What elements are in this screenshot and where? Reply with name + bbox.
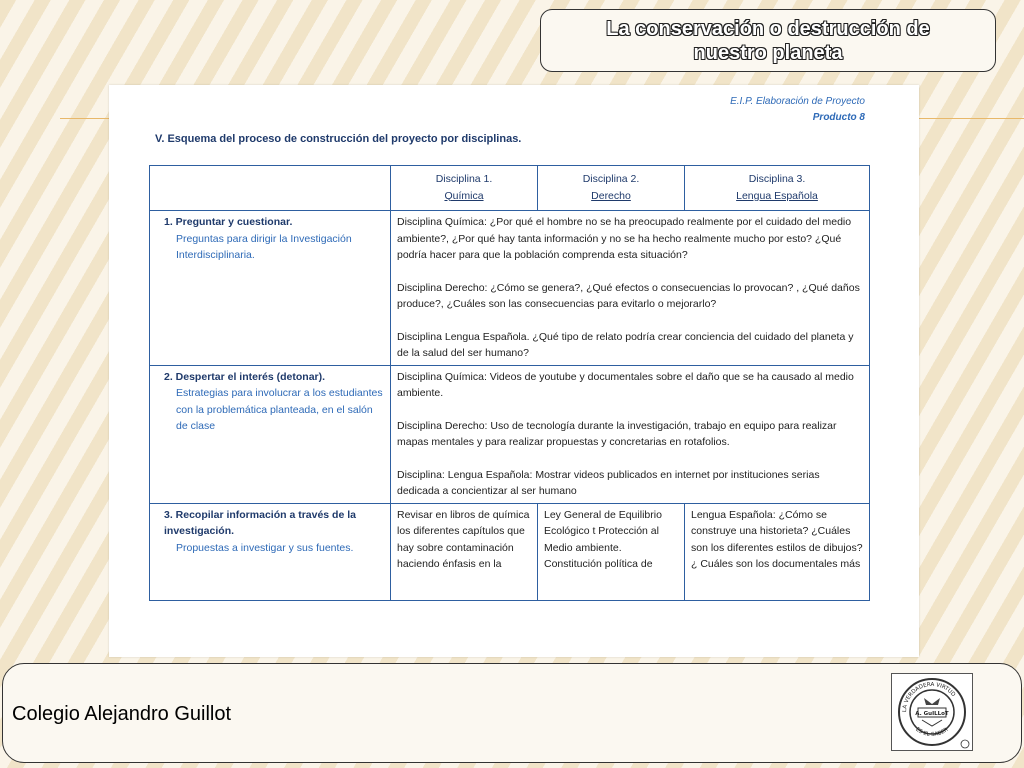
stage-content-cell: [391, 211, 870, 366]
discipline-name: Derecho: [591, 189, 631, 202]
table-row-stage-3: [150, 503, 870, 600]
table-row-stage-1: [150, 211, 870, 366]
stage-paragraph: Disciplina Química: Videos de youtube y documentales sobre el daño que se ha causado al medio ambiente.: [397, 370, 854, 399]
table-header-discipline-3: [685, 166, 870, 211]
stage-cell-discipline-2: Ley General de Equilibrio Ecológico t Protección al Medio ambiente. Constitución política de: [538, 503, 685, 600]
school-seal-icon: [892, 674, 972, 750]
slide-title-line1: La conservación o destrucción de: [606, 17, 930, 40]
stage-paragraph: Disciplina Derecho: ¿Cómo se genera?, ¿Qué efectos o consecuencias lo provocan? , ¿Qué daños produce?, ¿Cuáles son las consecuencias para evitarlo o mejorarlo?: [397, 281, 860, 310]
stage-title: 3. Recopilar información a través de la investigación.: [164, 508, 356, 537]
table-header-discipline-2: [538, 166, 685, 211]
stage-subtitle: Propuestas a investigar y sus fuentes.: [176, 541, 354, 554]
discipline-name: Lengua Española: [736, 189, 818, 202]
stage-cell: [150, 365, 391, 503]
school-logo: [891, 673, 973, 751]
stage-paragraph: Disciplina: Lengua Española: Mostrar videos publicados en internet por instituciones serias dedicada a concientizar al ser humano: [397, 468, 820, 497]
stage-cell-discipline-3: Lengua Española: ¿Cómo se construye una historieta? ¿Cuáles son los diferentes estilos de dibujos? ¿ Cuáles son los documentales más: [685, 503, 870, 600]
stage-subtitle: Estrategias para involucrar a los estudiantes con la problemática planteada, en el salón de clase: [176, 387, 383, 432]
decorative-line-right: [919, 118, 1024, 119]
document-title: V. Esquema del proceso de construcción del proyecto por disciplinas.: [155, 133, 522, 145]
discipline-label: Disciplina 3.: [748, 173, 806, 185]
table-header-empty: [150, 166, 391, 211]
logo-ring-top-text: LA VERDADERA VIRTUD: [901, 681, 957, 713]
table-header-row: [150, 166, 870, 211]
slide-title-line2: nuestro planeta: [693, 41, 843, 64]
logo-center-text: A. GuILLoT: [915, 711, 949, 717]
stage-cell: [150, 503, 391, 600]
discipline-label: Disciplina 2.: [582, 173, 640, 185]
stage-paragraph: Disciplina Química: ¿Por qué el hombre no se ha preocupado realmente por el cuidado del medio ambiente?, ¿Por qué hay tanta información y no se ha hecho realmente mucho por esto? ¿Qué podría hacer para que la población comprenda esta situación?: [397, 216, 852, 261]
school-name: Colegio Alejandro Guillot: [12, 703, 232, 725]
table-row-stage-2: [150, 365, 870, 503]
slide-title-box: [540, 9, 996, 72]
logo-ring-bottom-text: ES EL SABER: [914, 726, 950, 739]
stage-subtitle: Preguntas para dirigir la Investigación Interdisciplinaria.: [176, 232, 352, 261]
stage-title: 2. Despertar el interés (detonar).: [164, 370, 326, 383]
table-header-discipline-1: [391, 166, 538, 211]
stage-cell: [150, 211, 391, 366]
document-header-project: E.I.P. Elaboración de Proyecto: [730, 96, 865, 107]
stage-paragraph: Disciplina Lengua Española. ¿Qué tipo de relato podría crear conciencia del cuidado del planeta y de la salud del ser humano?: [397, 330, 854, 359]
stage-content-cell: [391, 365, 870, 503]
svg-text:ES EL SABER: [914, 727, 949, 738]
document-header-product: Producto 8: [812, 112, 865, 123]
decorative-line-left: [60, 118, 110, 119]
stage-paragraph: Disciplina Derecho: Uso de tecnología durante la investigación, trabajo en equipo para realizar mapas mentales y para realizar propuestas y concretarias en rotafolios.: [397, 419, 837, 448]
discipline-name: Química: [444, 189, 484, 202]
discipline-label: Disciplina 1.: [435, 173, 493, 185]
discipline-table: [149, 165, 870, 601]
stage-cell-discipline-1: Revisar en libros de química los diferentes capítulos que hay sobre contaminación haciendo énfasis en la: [391, 503, 538, 600]
stage-title: 1. Preguntar y cuestionar.: [164, 216, 293, 228]
document-page: [109, 85, 919, 657]
